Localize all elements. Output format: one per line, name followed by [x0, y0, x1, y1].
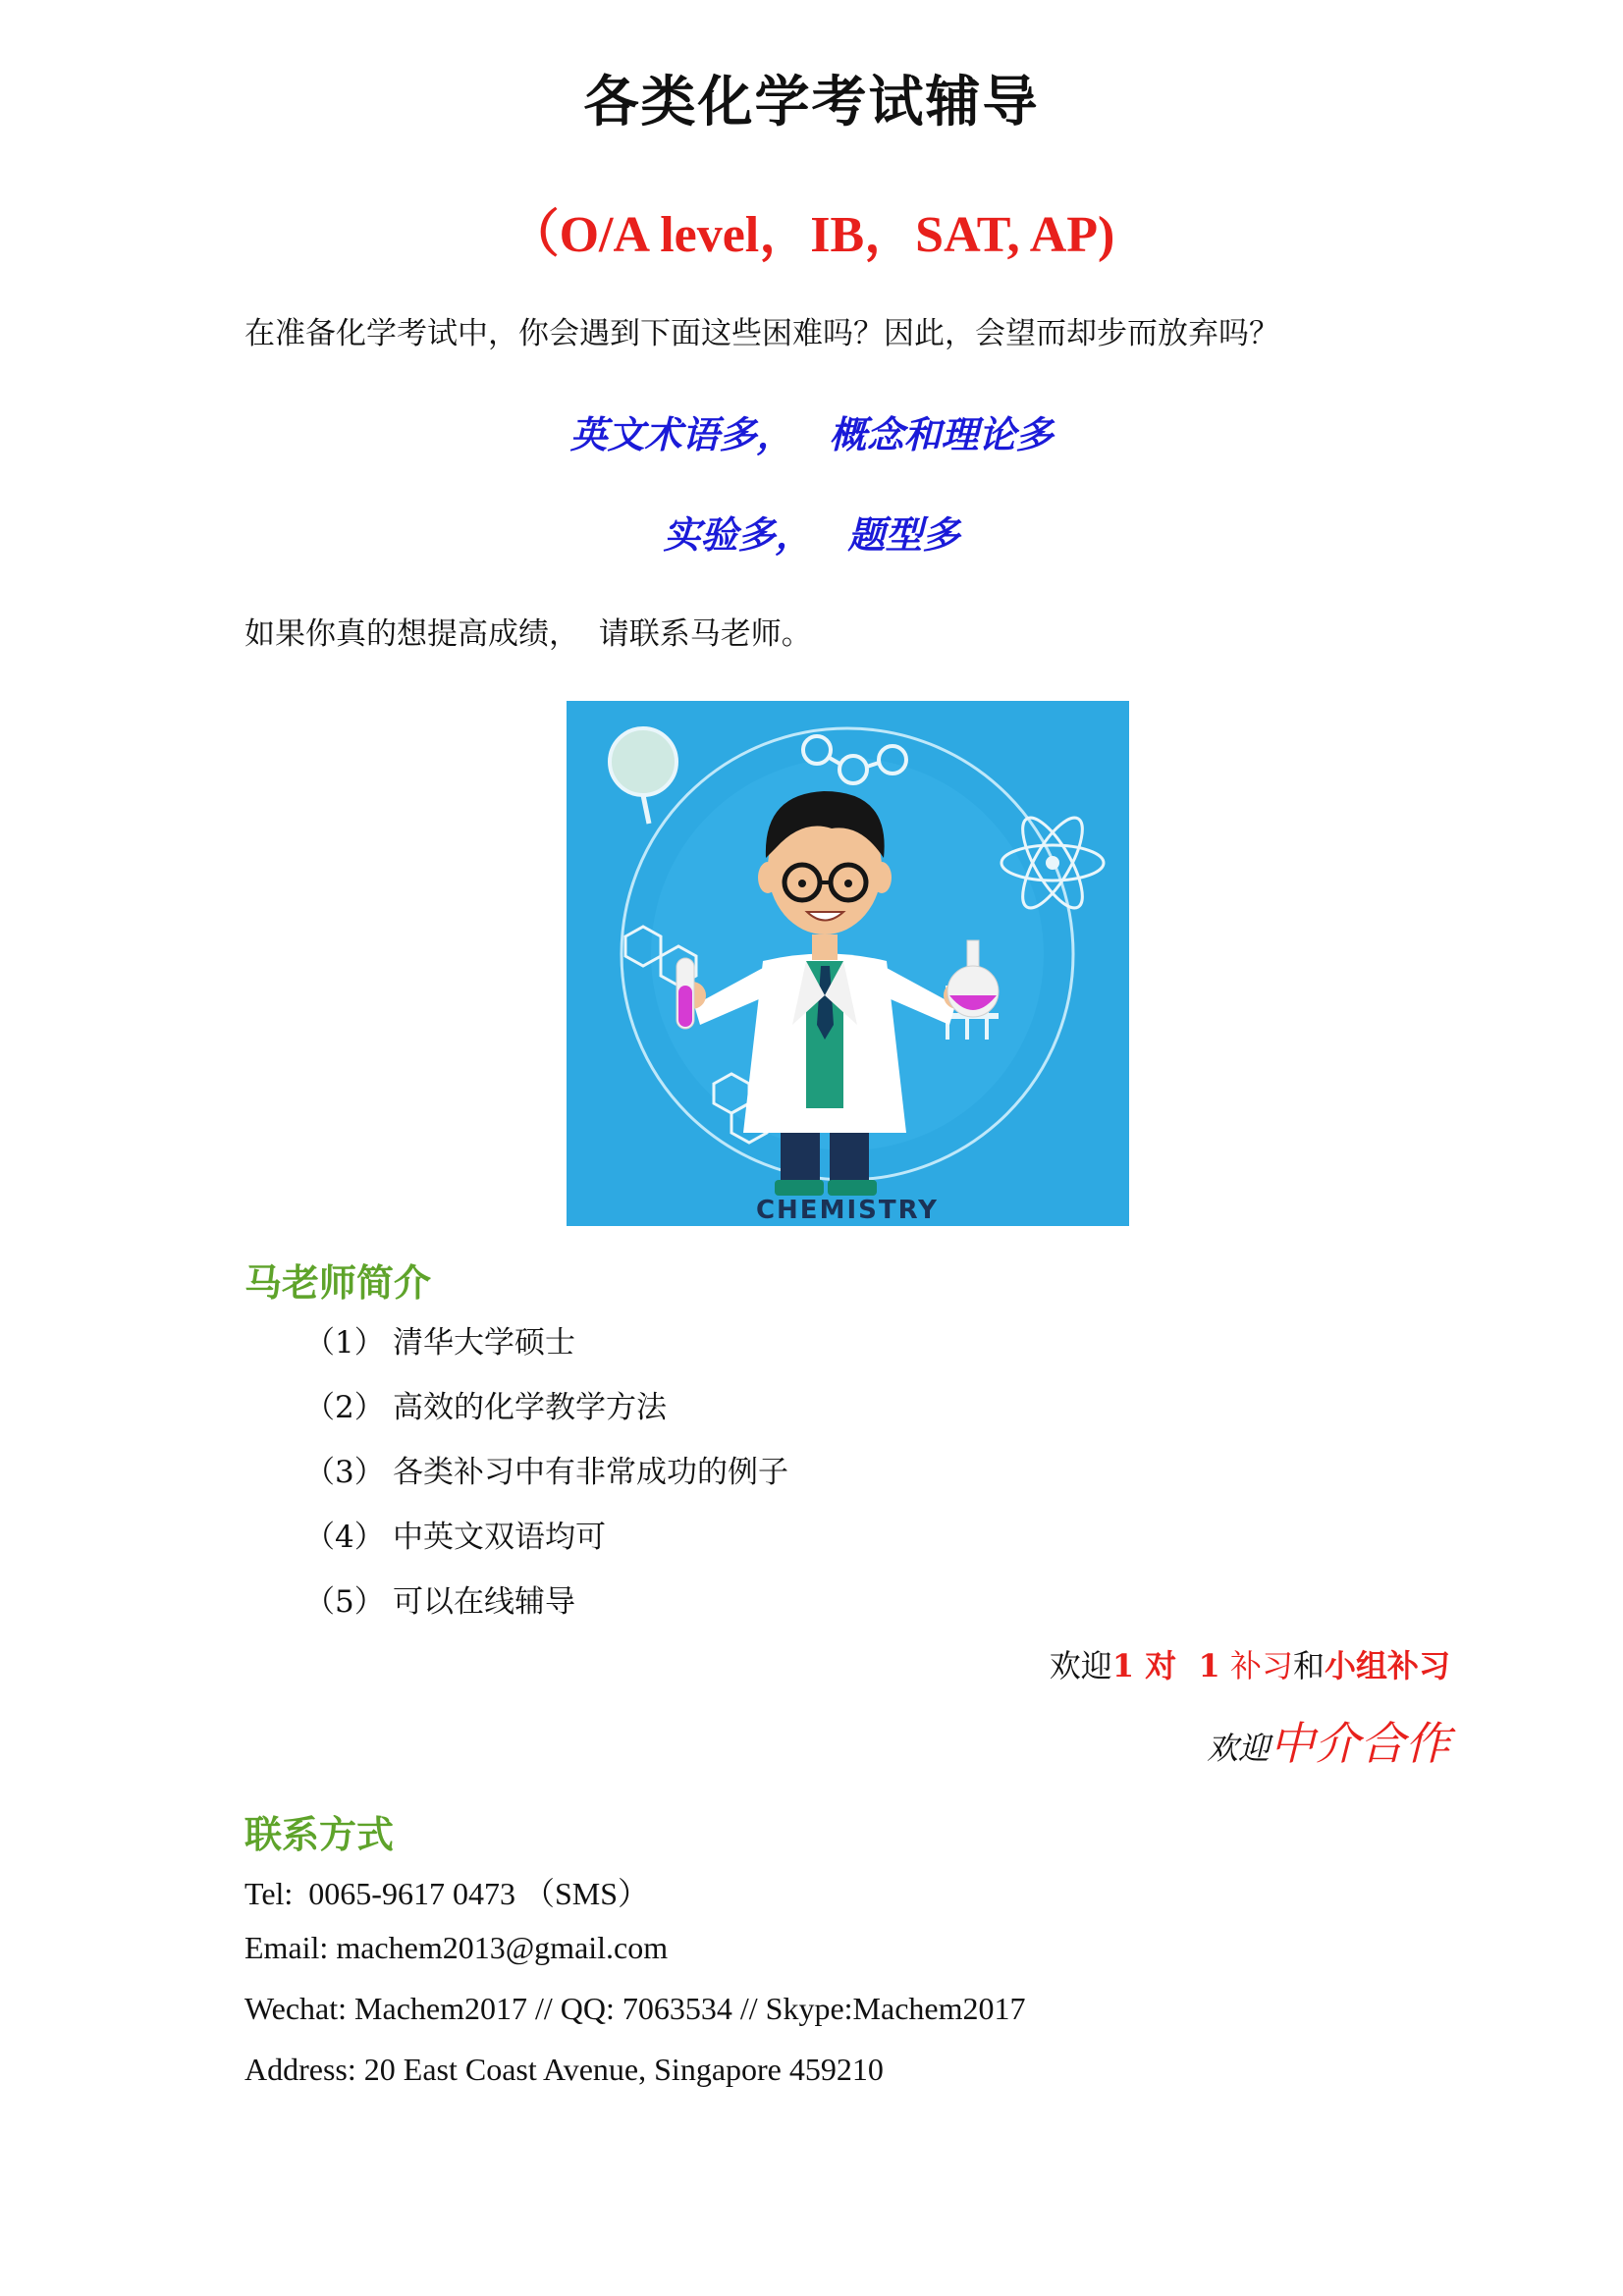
contact-tel: Tel: 0065-9617 0473 （SMS）: [244, 1876, 650, 1911]
difficulty-experiments: 实验多，: [663, 513, 813, 557]
chemistry-label: CHEMISTRY: [755, 1196, 940, 1225]
teacher-intro-item-5: （5） 可以在线辅导: [304, 1584, 575, 1620]
teacher-intro-item-2: （2） 高效的化学教学方法: [304, 1390, 667, 1425]
difficulty-terms: 英文术语多，: [569, 413, 794, 456]
contact-social: Wechat: Machem2017 // QQ: 7063534 // Skype:Machem2017: [244, 1991, 1026, 2026]
difficulties-line-1: [0, 404, 1623, 458]
teacher-intro-item-4: （4） 中英文双语均可: [304, 1520, 606, 1555]
page-title: 各类化学考试辅导: [583, 71, 1040, 134]
difficulty-concepts: 概念和理论多: [829, 413, 1054, 456]
contact-address: Address: 20 East Coast Avenue, Singapore 459210: [244, 2052, 884, 2087]
teacher-intro-item-3: （3） 各类补习中有非常成功的例子: [304, 1455, 788, 1490]
welcome-agency-line: 欢迎中介合作: [1206, 1717, 1450, 1770]
exam-types-subtitle: （O/A level，IB，SAT, AP): [508, 207, 1115, 263]
teacher-intro-heading: 马老师简介: [244, 1261, 432, 1305]
intro-paragraph: 在准备化学考试中，你会遇到下面这些困难吗？因此，会望而却步而放弃吗？: [244, 316, 1279, 351]
contact-heading: 联系方式: [244, 1813, 395, 1856]
chemistry-teacher-illustration: [567, 701, 1129, 1226]
welcome-tutoring-line: 欢迎1 对 1 补习和小组补习: [1049, 1647, 1450, 1684]
teacher-intro-item-1: （1） 清华大学硕士: [304, 1325, 575, 1361]
difficulty-question-types: 题型多: [847, 513, 960, 557]
call-to-action: 如果你真的想提高成绩， 请联系马老师。: [244, 616, 812, 652]
contact-email[interactable]: Email: machem2013@gmail.com: [244, 1930, 669, 1965]
difficulties-line-2: [0, 505, 1623, 559]
